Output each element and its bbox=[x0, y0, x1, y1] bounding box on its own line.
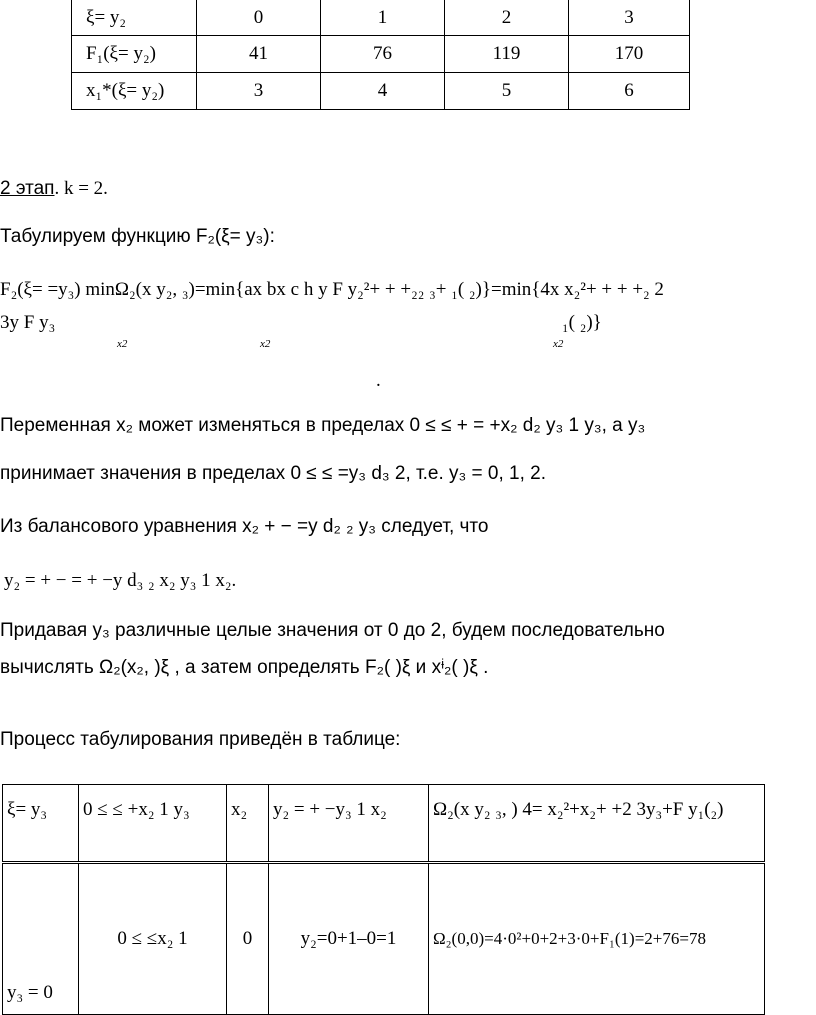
header-xi: ξ= y₃ bbox=[3, 785, 79, 863]
values-table-1 bbox=[71, 0, 690, 110]
tabulate-line: Табулируем функцию F₂(ξ= y₃): bbox=[0, 226, 275, 247]
paragraph-range-y3: принимает значения в пределах 0 ≤ ≤ =y₃ d₃ 2, т.е. y₃ = 0, 1, 2. bbox=[0, 463, 547, 484]
table1-row bbox=[72, 36, 690, 73]
table1-cell: 3 bbox=[569, 0, 690, 36]
table1-cell: 0 bbox=[197, 0, 321, 36]
header-omega: Ω₂(x y₂ ₃, ) 4= x₂²+x₂+ +2 3y₃+F y₁(₂) bbox=[429, 785, 765, 863]
table1-row bbox=[72, 0, 690, 36]
paragraph-range-x2: Переменная x₂ может изменяться в пределах 0 ≤ ≤ + = +x₂ d₂ y₃ 1 y₃, а y₃ bbox=[0, 415, 646, 436]
paragraph-compute: вычислять Ω₂(x₂, )ξ , а затем определять F₂( )ξ и xᶤ₂( )ξ . bbox=[0, 657, 489, 678]
table1-row bbox=[72, 73, 690, 110]
cell-y3: y₃ = 0 bbox=[3, 863, 79, 1015]
table1-cell: 3 bbox=[197, 73, 321, 110]
table1-cell: 2 bbox=[445, 0, 569, 36]
formula-y2: y₂ = + − = + −y d₃ ₂ x₂ y₃ 1 x₂. bbox=[4, 570, 237, 591]
header-x2: x₂ bbox=[227, 785, 269, 863]
header-range: 0 ≤ ≤ +x₂ 1 y₃ bbox=[79, 785, 227, 863]
table1-row-label: x₁*(ξ= y₂) bbox=[72, 73, 197, 110]
tabulation-header-row bbox=[3, 785, 765, 863]
formula-subscript-2: x2 bbox=[260, 338, 271, 350]
table1-row-label: F₁(ξ= y₂) bbox=[72, 36, 197, 73]
formula-line-2: 3y F y₃ bbox=[0, 312, 56, 333]
table1-cell: 6 bbox=[569, 73, 690, 110]
formula-subscript-3: x2 bbox=[553, 338, 564, 350]
formula-line-1: F₂(ξ= =y₃) minΩ₂(x y₂, ₃)=min{ax bx c h y F y₂²+ + +₂₂ ₃+ ₁( ₂)}=min{4x x₂²+ + + +₂ 2 bbox=[0, 279, 664, 300]
paragraph-table-intro: Процесс табулирования приведён в таблице: bbox=[0, 729, 401, 750]
tabulation-table bbox=[2, 784, 765, 1015]
formula-subscript-1: x2 bbox=[117, 338, 128, 350]
cell-x2: 0 bbox=[227, 863, 269, 1015]
table1-cell: 1 bbox=[321, 0, 445, 36]
cell-y2: y₂=0+1–0=1 bbox=[269, 863, 429, 1015]
stage-heading: 2 этап. k = 2. bbox=[0, 178, 108, 199]
table1-cell: 4 bbox=[321, 73, 445, 110]
table1-cell: 76 bbox=[321, 36, 445, 73]
table1-row-label: ξ= y₂ bbox=[72, 0, 197, 36]
cell-omega: Ω₂(0,0)=4·0²+0+2+3·0+F₁(1)=2+76=78 bbox=[429, 863, 765, 1015]
table1-cell: 170 bbox=[569, 36, 690, 73]
table1-cell: 119 bbox=[445, 36, 569, 73]
formula-tail: ₁( ₂)} bbox=[562, 312, 602, 333]
paragraph-assign: Придавая y₃ различные целые значения от 0 до 2, будем последовательно bbox=[0, 620, 665, 641]
tabulation-row bbox=[3, 863, 765, 1015]
formula-dot: . bbox=[376, 370, 381, 391]
table1-cell: 5 bbox=[445, 73, 569, 110]
header-y2: y₂ = + −y₃ 1 x₂ bbox=[269, 785, 429, 863]
cell-range: 0 ≤ ≤x₂ 1 bbox=[79, 863, 227, 1015]
table1-cell: 41 bbox=[197, 36, 321, 73]
paragraph-balance: Из балансового уравнения x₂ + − =y d₂ ₂ y₃ следует, что bbox=[0, 516, 489, 537]
